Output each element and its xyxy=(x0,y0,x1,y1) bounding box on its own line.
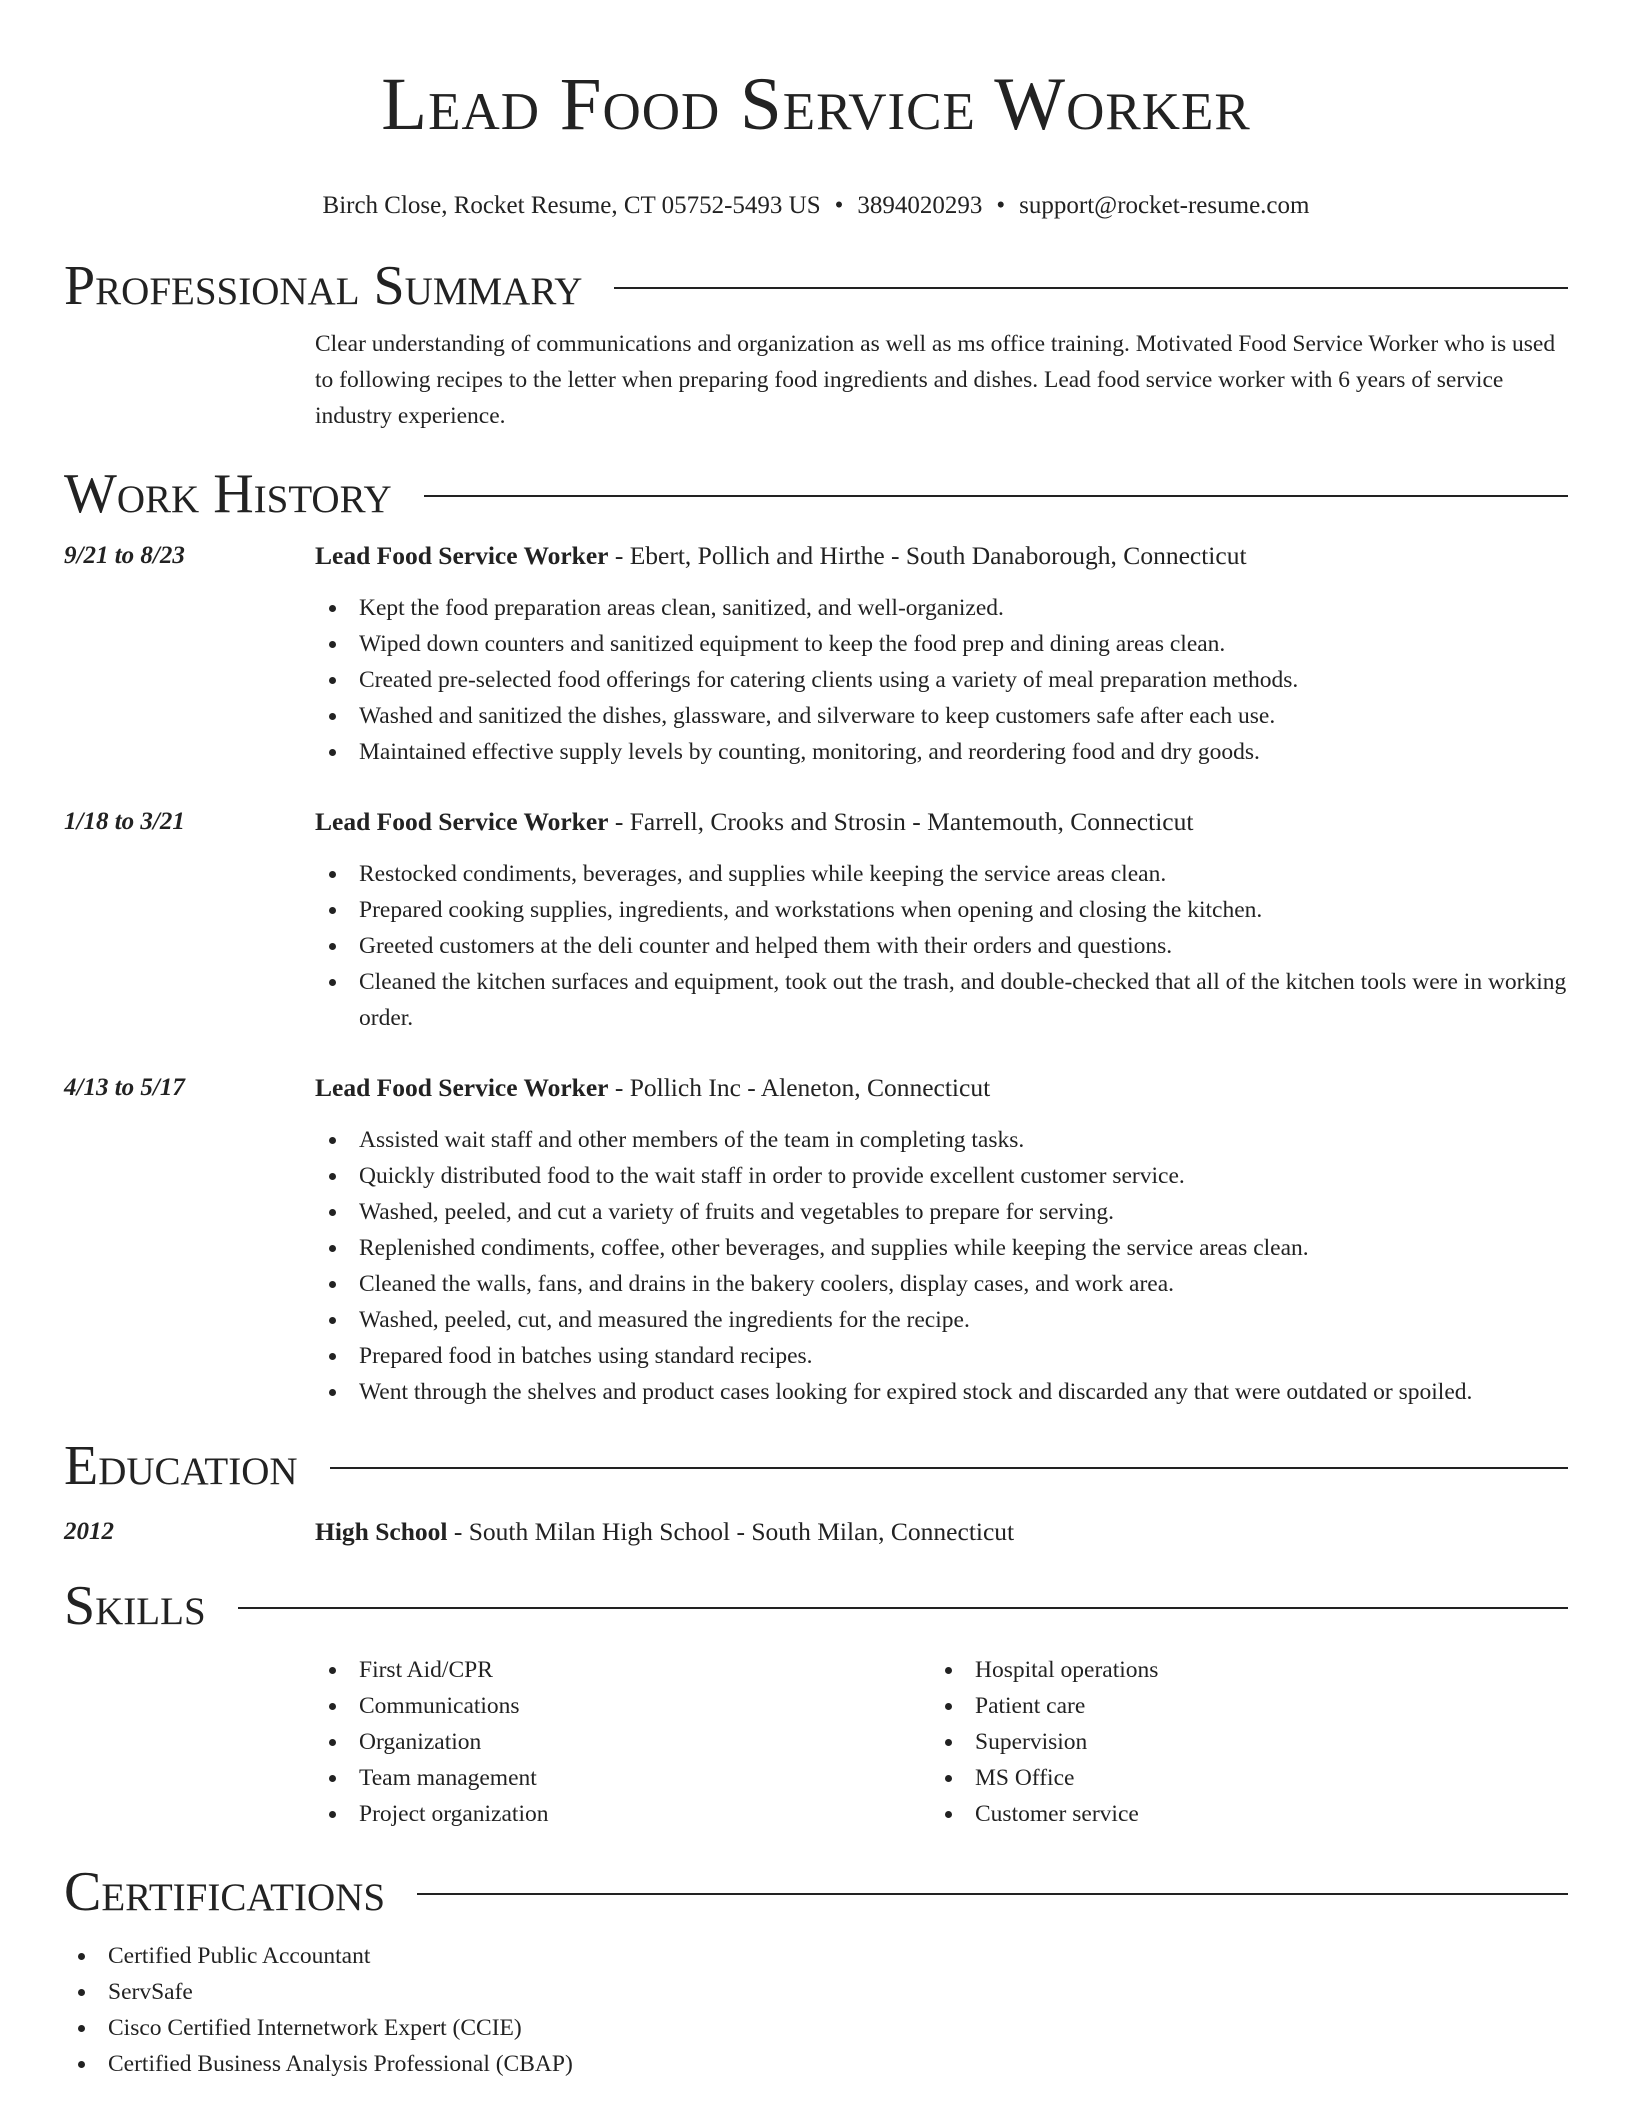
skills-list xyxy=(315,1652,1568,1832)
contact-separator: • xyxy=(996,192,1006,219)
contact-line xyxy=(64,190,1568,222)
section-divider xyxy=(614,287,1568,289)
section-divider xyxy=(417,1893,1568,1895)
skill-item: Organization xyxy=(315,1724,931,1760)
certifications-section-header xyxy=(64,1862,1568,1922)
work-section-header xyxy=(64,464,1568,524)
contact-separator: • xyxy=(834,192,844,219)
certifications-list xyxy=(64,1938,1568,2082)
job-duty: Kept the food preparation areas clean, sanitized, and well-organized. xyxy=(315,590,1568,626)
section-divider xyxy=(424,495,1568,497)
education-heading: Education xyxy=(64,1435,298,1497)
certification-item: ServSafe xyxy=(64,1974,1568,2010)
certification-item: Certified Public Accountant xyxy=(64,1938,1568,1974)
education-entry xyxy=(64,1514,1568,1550)
work-heading: Work History xyxy=(64,463,392,525)
job-employer: - Pollich Inc - Aleneton, Connecticut xyxy=(608,1073,991,1102)
skill-item: MS Office xyxy=(931,1760,1547,1796)
job-employer: - Farrell, Crooks and Strosin - Mantemouth, Connecticut xyxy=(608,807,1194,836)
job-duty: Washed, peeled, and cut a variety of fruits and vegetables to prepare for serving. xyxy=(315,1194,1568,1230)
job-entry xyxy=(64,804,1568,1036)
job-title: Lead Food Service Worker xyxy=(315,541,609,570)
job-duty: Quickly distributed food to the wait staff in order to provide excellent customer service. xyxy=(315,1158,1568,1194)
job-duty: Prepared cooking supplies, ingredients, and workstations when opening and closing the kitchen. xyxy=(315,892,1568,928)
education-degree: High School xyxy=(315,1517,448,1546)
section-divider xyxy=(330,1467,1568,1469)
job-employer: - Ebert, Pollich and Hirthe - South Danaborough, Connecticut xyxy=(608,541,1247,570)
skill-item: Supervision xyxy=(931,1724,1547,1760)
education-date: 2012 xyxy=(64,1518,114,1545)
job-title-line xyxy=(315,538,1568,574)
education-title-line xyxy=(315,1514,1568,1550)
job-date: 1/18 to 3/21 xyxy=(64,808,185,835)
summary-section-header xyxy=(64,256,1568,316)
skill-item: Team management xyxy=(315,1760,931,1796)
skill-item: Customer service xyxy=(931,1796,1547,1832)
certifications-heading: Certifications xyxy=(64,1861,386,1923)
resume-page xyxy=(64,0,1568,2082)
job-duty: Prepared food in batches using standard recipes. xyxy=(315,1338,1568,1374)
job-entry xyxy=(64,1070,1568,1410)
job-duties xyxy=(315,856,1568,1036)
job-duty: Created pre-selected food offerings for catering clients using a variety of meal preparation methods. xyxy=(315,662,1568,698)
skill-item: Project organization xyxy=(315,1796,931,1832)
job-duty: Restocked condiments, beverages, and supplies while keeping the service areas clean. xyxy=(315,856,1568,892)
certification-item: Certified Business Analysis Professional (CBAP) xyxy=(64,2046,1568,2082)
job-duty: Wiped down counters and sanitized equipment to keep the food prep and dining areas clean. xyxy=(315,626,1568,662)
job-date: 4/13 to 5/17 xyxy=(64,1074,185,1101)
job-title: Lead Food Service Worker xyxy=(315,807,609,836)
job-duty: Replenished condiments, coffee, other beverages, and supplies while keeping the service areas clean. xyxy=(315,1230,1568,1266)
job-entry xyxy=(64,538,1568,770)
job-duty: Assisted wait staff and other members of the team in completing tasks. xyxy=(315,1122,1568,1158)
skills-section-header xyxy=(64,1576,1568,1636)
skill-item: First Aid/CPR xyxy=(315,1652,931,1688)
job-duty: Cleaned the kitchen surfaces and equipment, took out the trash, and double-checked that all of the kitchen tools were in working order. xyxy=(315,964,1568,1036)
contact-address: Birch Close, Rocket Resume, CT 05752-5493 US xyxy=(322,192,821,219)
job-duty: Cleaned the walls, fans, and drains in the bakery coolers, display cases, and work area. xyxy=(315,1266,1568,1302)
skill-item: Patient care xyxy=(931,1688,1547,1724)
skills-column-left xyxy=(315,1652,931,1832)
skills-column-right xyxy=(931,1652,1547,1832)
certification-item: Cisco Certified Internetwork Expert (CCIE) xyxy=(64,2010,1568,2046)
job-duties xyxy=(315,1122,1568,1410)
education-section-header xyxy=(64,1436,1568,1496)
job-date: 9/21 to 8/23 xyxy=(64,542,185,569)
job-title: Lead Food Service Worker xyxy=(315,1073,609,1102)
job-duty: Greeted customers at the deli counter and helped them with their orders and questions. xyxy=(315,928,1568,964)
job-title-line xyxy=(315,1070,1568,1106)
summary-text: Clear understanding of communications and organization as well as ms office training. Motivated Food Service Worker who is used to following recipes to the letter when preparing food ingredients and dishes. Lead food service worker with 6 years of service industry experience. xyxy=(315,331,1556,429)
education-school: - South Milan High School - South Milan, Connecticut xyxy=(447,1517,1015,1546)
job-duty: Maintained effective supply levels by counting, monitoring, and reordering food and dry goods. xyxy=(315,734,1568,770)
job-title-line xyxy=(315,804,1568,840)
contact-email: support@rocket-resume.com xyxy=(1019,192,1310,219)
job-duty: Went through the shelves and product cases looking for expired stock and discarded any that were outdated or spoiled. xyxy=(315,1374,1568,1410)
job-duty: Washed, peeled, cut, and measured the ingredients for the recipe. xyxy=(315,1302,1568,1338)
skills-heading: Skills xyxy=(64,1575,206,1637)
candidate-name: Lead Food Service Worker xyxy=(381,63,1251,146)
section-divider xyxy=(238,1607,1568,1609)
job-duties xyxy=(315,590,1568,770)
contact-phone: 3894020293 xyxy=(857,192,983,219)
job-duty: Washed and sanitized the dishes, glassware, and silverware to keep customers safe after each use. xyxy=(315,698,1568,734)
skill-item: Hospital operations xyxy=(931,1652,1547,1688)
skill-item: Communications xyxy=(315,1688,931,1724)
summary-heading: Professional Summary xyxy=(64,255,583,317)
